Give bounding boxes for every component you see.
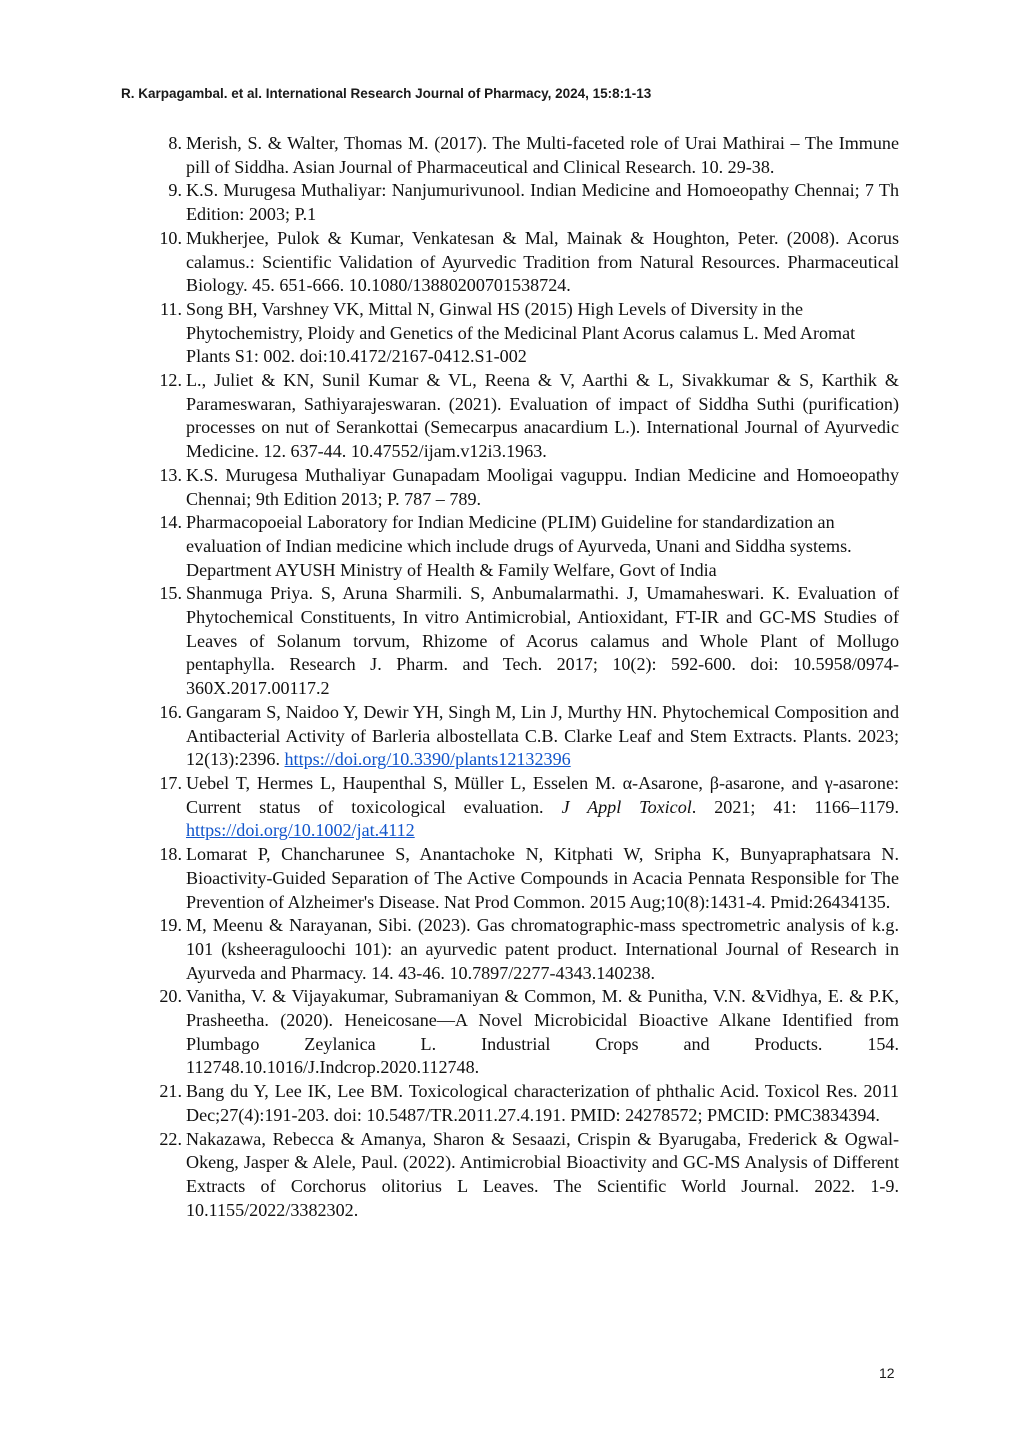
reference-text: Vanitha, V. & Vijayakumar, Subramaniyan & Common, M. & Punitha, V.N. &Vidhya, E. & P.K, Prasheetha. (2020). Heneicosane—A Novel Microbicidal Bioactive Alkane Identified from Plumbago Zeylanica L. Industrial Crops and Products. 154. 112748.10.1016/J.Indcrop.2020.112748.	[186, 986, 899, 1078]
reference-text: Nakazawa, Rebecca & Amanya, Sharon & Sesaazi, Crispin & Byarugaba, Frederick & Ogwal-Okeng, Jasper & Alele, Paul. (2022). Antimicrobial Bioactivity and GC-MS Analysis of Different Extracts of Corchorus olitorius L Leaves. The Scientific World Journal. 2022. 1-9. 10.1155/2022/3382302.	[186, 1128, 899, 1220]
reference-item-18	[150, 843, 899, 914]
running-header: R. Karpagambal. et al. International Research Journal of Pharmacy, 2024, 15:8:1-13	[121, 86, 652, 101]
reference-text: K.S. Murugesa Muthaliyar: Nanjumurivunool. Indian Medicine and Homoeopathy Chennai; 7 Th Edition: 2003; P.1	[186, 180, 899, 225]
page-number: 12	[879, 1365, 895, 1381]
reference-item-19	[150, 914, 899, 985]
reference-number: 14.	[159, 512, 182, 533]
reference-item-16	[150, 701, 899, 772]
reference-item-13	[150, 464, 899, 511]
reference-item-21	[150, 1080, 899, 1127]
reference-number: 9.	[168, 180, 182, 201]
reference-text: Lomarat P, Chancharunee S, Anantachoke N, Kitphati W, Sripha K, Bunyapraphatsara N. Bioactivity-Guided Separation of The Active Compounds in Acacia Pennata Responsible for The Prevention of Alzheimer's Disease. Nat Prod Common. 2015 Aug;10(8):1431-4. Pmid:26434135.	[186, 844, 899, 912]
reference-number: 20.	[159, 986, 182, 1007]
reference-text: Merish, S. & Walter, Thomas M. (2017). The Multi-faceted role of Urai Mathirai – The Immune pill of Siddha. Asian Journal of Pharmaceutical and Clinical Research. 10. 29-38.	[186, 133, 899, 177]
reference-item-17	[150, 772, 899, 843]
reference-item-12	[150, 369, 899, 464]
reference-number: 19.	[159, 915, 182, 936]
reference-item-22	[150, 1128, 899, 1223]
reference-text-after: . 2021; 41: 1166–1179.	[691, 796, 899, 817]
doi-link[interactable]: https://doi.org/10.3390/plants12132396	[284, 749, 571, 770]
reference-item-11	[150, 298, 899, 369]
reference-item-14	[150, 511, 899, 582]
reference-item-20	[150, 985, 899, 1080]
reference-item-8	[150, 132, 899, 179]
reference-number: 16.	[159, 701, 182, 722]
reference-text: K.S. Murugesa Muthaliyar Gunapadam Mooligai vaguppu. Indian Medicine and Homoeopathy Chennai; 9th Edition 2013; P. 787 – 789.	[186, 464, 899, 509]
reference-text	[186, 773, 899, 817]
reference-number: 8.	[168, 133, 182, 153]
reference-text: Shanmuga Priya. S, Aruna Sharmili. S, Anbumalarmathi. J, Umamaheswari. K. Evaluation of Phytochemical Constituents, In vitro Antimicrobial, Antioxidant, FT-IR and GC-MS Studies of Leaves of Solanum torvum, Rhizome of Acorus calamus and Whole Plant of Mollugo pentaphylla. Research J. Pharm. and Tech. 2017; 10(2): 592-600. doi: 10.5958/0974-360X.2017.00117.2	[186, 583, 899, 699]
reference-text: M, Meenu & Narayanan, Sibi. (2023). Gas chromatographic-mass spectrometric analysis of k.g. 101 (ksheeraguloochi 101): an ayurvedic patent product. International Journal of Research in Ayurveda and Pharmacy. 14. 43-46. 10.7897/2277-4343.140238.	[186, 915, 899, 983]
reference-number: 15.	[159, 583, 182, 604]
journal-name: J Appl Toxicol	[561, 796, 692, 817]
reference-number: 10.	[159, 227, 182, 248]
reference-item-10	[150, 227, 899, 298]
reference-text-before: Uebel T, Hermes L, Haupenthal S, Müller L, Esselen M. α-Asarone, β-asarone, and γ-asarone: Current status of toxicological evaluation.	[186, 772, 899, 817]
reference-text: Bang du Y, Lee IK, Lee BM. Toxicological characterization of phthalic Acid. Toxicol Res. 2011 Dec;27(4):191-203. doi: 10.5487/TR.2011.27.4.191. PMID: 24278572; PMCID: PMC3834394.	[186, 1081, 899, 1125]
reference-number: 21.	[159, 1081, 182, 1102]
reference-text: Song BH, Varshney VK, Mittal N, Ginwal HS (2015) High Levels of Diversity in the Phytochemistry, Ploidy and Genetics of the Medicinal Plant Acorus calamus L. Med Aromat Plants S1: 002. doi:10.4172/2167-0412.S1-002	[186, 298, 856, 367]
doi-link[interactable]: https://doi.org/10.1002/jat.4112	[186, 820, 415, 841]
reference-text: Gangaram S, Naidoo Y, Dewir YH, Singh M, Lin J, Murthy HN. Phytochemical Composition and Antibacterial Activity of Barleria albostellata C.B. Clarke Leaf and Stem Extracts. Plants. 2023; 12(13):2396.	[186, 701, 899, 770]
reference-number: 17.	[159, 772, 182, 793]
reference-item-9	[150, 179, 899, 226]
reference-number: 11.	[160, 298, 182, 319]
reference-text: Mukherjee, Pulok & Kumar, Venkatesan & Mal, Mainak & Houghton, Peter. (2008). Acorus calamus.: Scientific Validation of Ayurvedic Tradition from Natural Resources. Pharmaceutical Biology. 45. 651-666. 10.1080/13880200701538724.	[186, 227, 899, 296]
reference-number: 18.	[159, 844, 182, 865]
reference-list	[150, 132, 899, 1222]
reference-number: 22.	[159, 1128, 182, 1149]
reference-item-15	[150, 582, 899, 701]
reference-text: Pharmacopoeial Laboratory for Indian Medicine (PLIM) Guideline for standardization an evaluation of Indian medicine which include drugs of Ayurveda, Unani and Siddha systems. Department AYUSH Ministry of Health & Family Welfare, Govt of India	[186, 512, 852, 580]
reference-number: 12.	[159, 370, 182, 391]
reference-number: 13.	[159, 464, 182, 485]
reference-text: L., Juliet & KN, Sunil Kumar & VL, Reena & V, Aarthi & L, Sivakkumar & S, Karthik & Parameswaran, Sathiyarajeswaran. (2021). Evaluation of impact of Siddha Suthi (purification) processes on nut of Serankottai (Semecarpus anacardium L.). International Journal of Ayurvedic Medicine. 12. 637-44. 10.47552/ijam.v12i3.1963.	[186, 370, 899, 462]
